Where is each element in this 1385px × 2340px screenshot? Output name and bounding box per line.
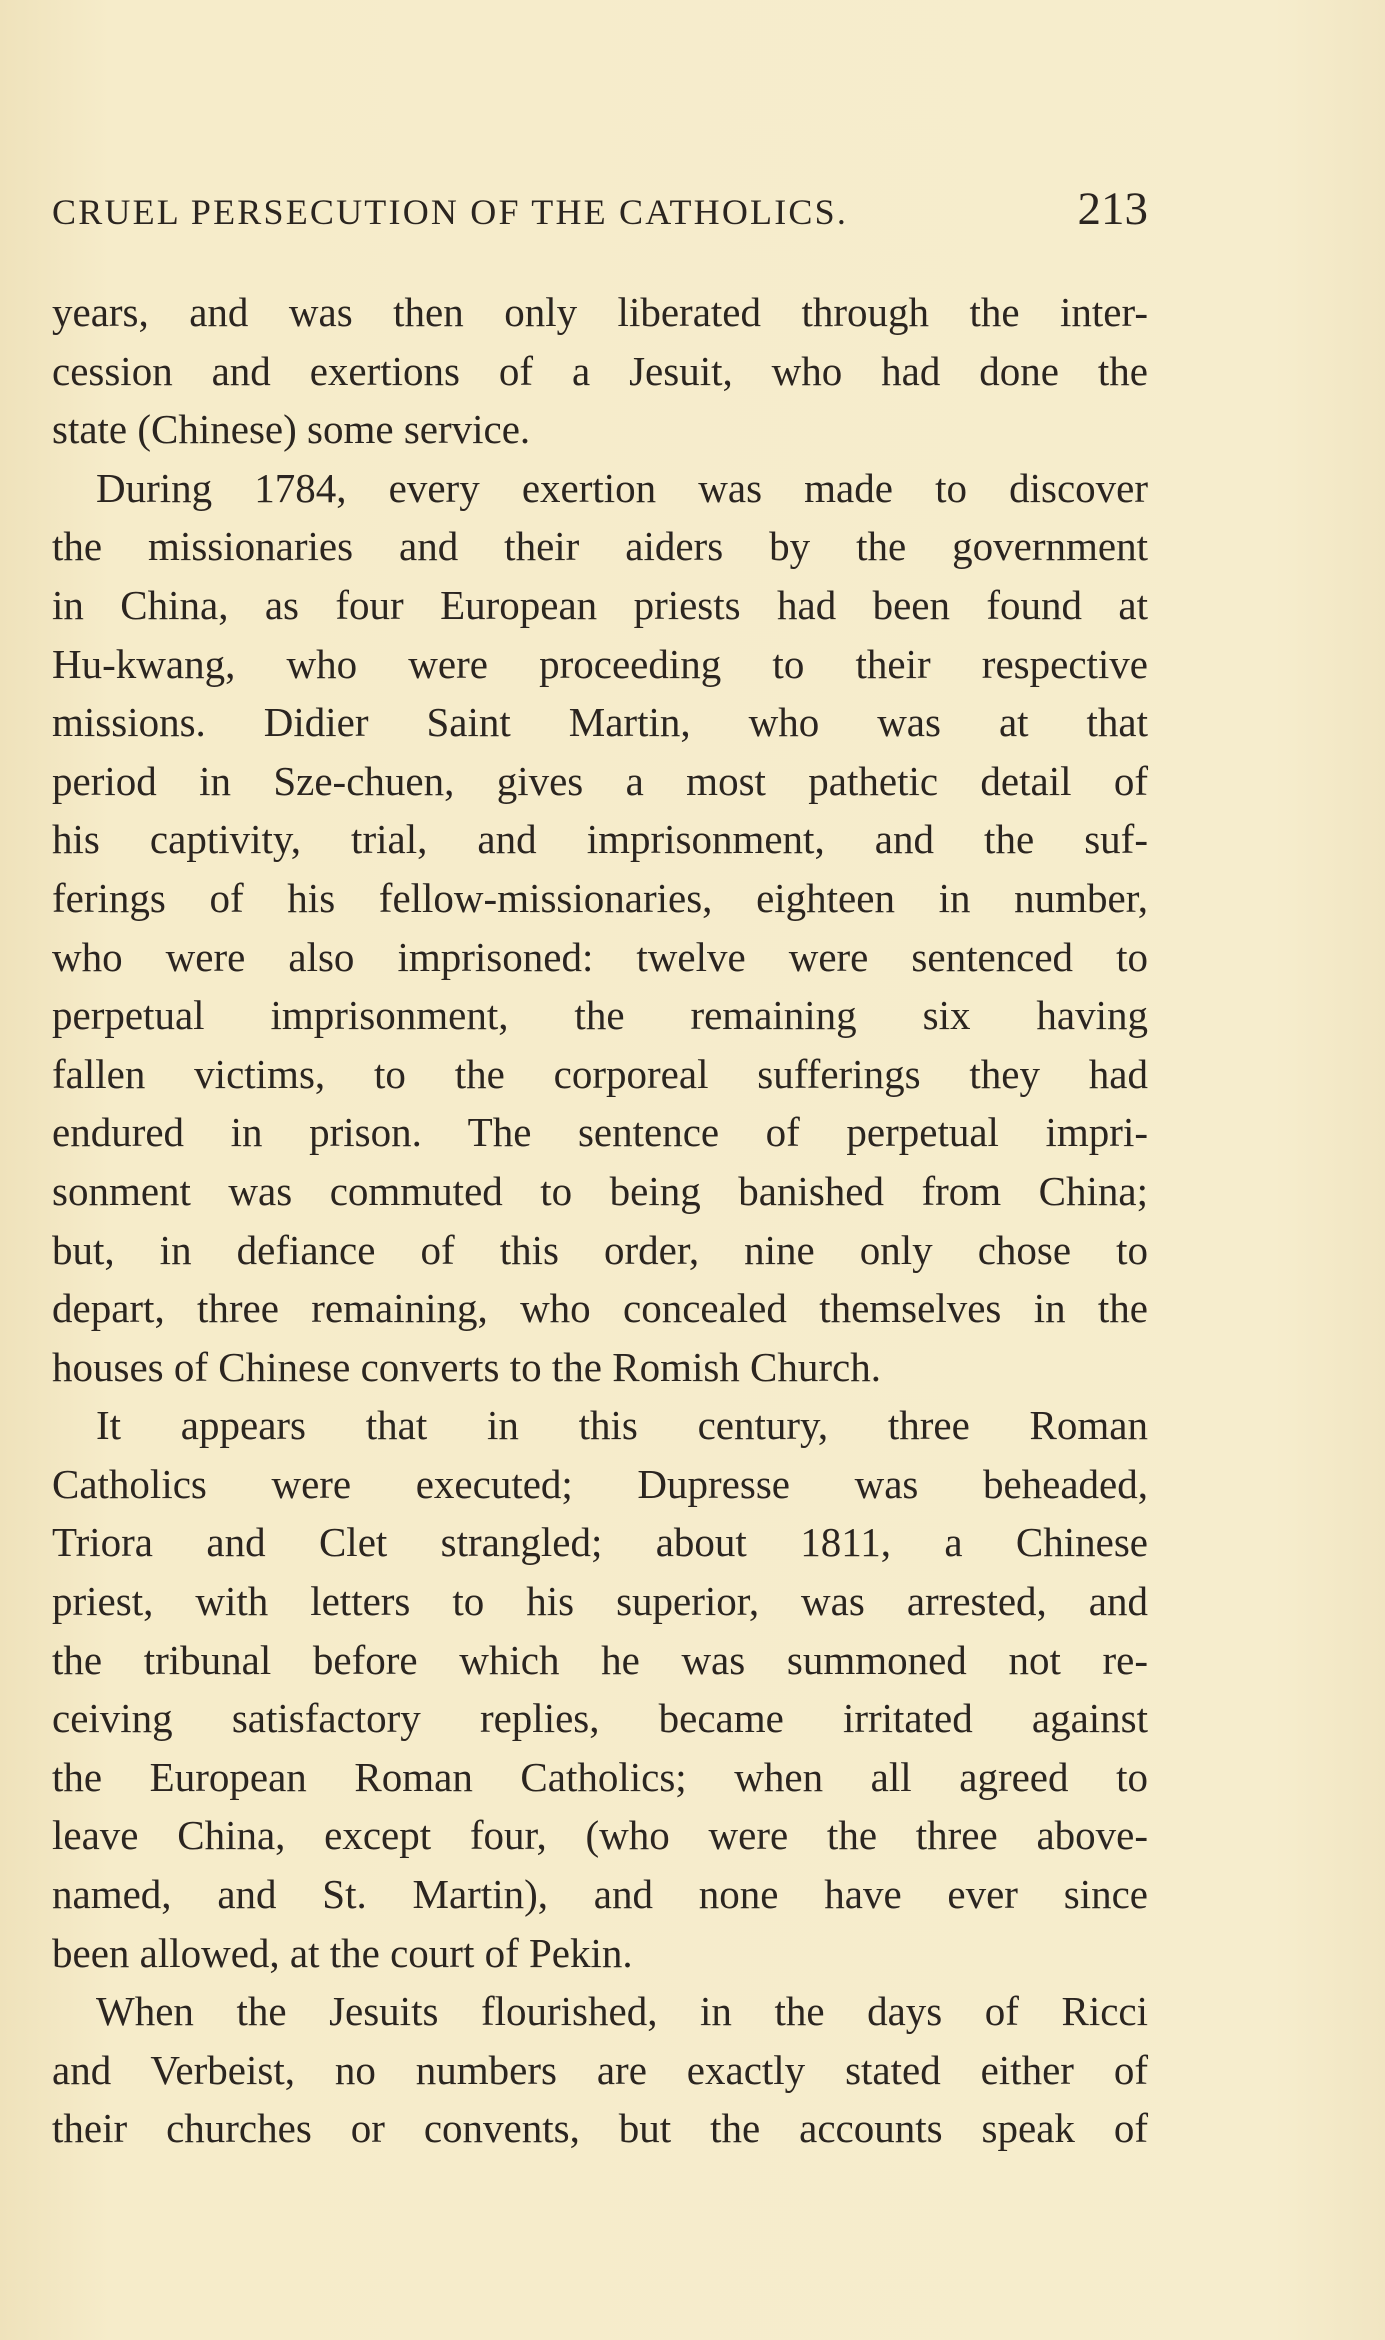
text-line: his captivity, trial, and imprisonment, and the suf-: [52, 816, 1148, 863]
text-line: Hu-kwang, who were proceeding to their respective: [52, 640, 1148, 687]
text-line: been allowed, at the court of Pekin.: [52, 1929, 633, 1976]
paragraph-start-line: When the Jesuits flourished, in the days of Ricci: [96, 1988, 1148, 2035]
text-line: Catholics were executed; Dupresse was beheaded,: [52, 1460, 1148, 1507]
running-head: [52, 182, 1148, 242]
text-line: named, and St. Martin), and none have ever since: [52, 1871, 1148, 1918]
running-title: CRUEL PERSECUTION OF THE CATHOLICS.: [52, 192, 849, 232]
body-text: [52, 283, 1148, 2158]
text-line: ferings of his fellow-missionaries, eighteen in number,: [52, 874, 1148, 921]
text-line: priest, with letters to his superior, was arrested, and: [52, 1578, 1148, 1625]
text-line: Triora and Clet strangled; about 1811, a Chinese: [52, 1519, 1148, 1566]
paragraph-start-line: During 1784, every exertion was made to discover: [96, 464, 1148, 511]
text-line: perpetual imprisonment, the remaining six having: [52, 992, 1148, 1039]
text-line: the European Roman Catholics; when all agreed to: [52, 1753, 1148, 1800]
text-line: state (Chinese) some service.: [52, 406, 531, 453]
text-line: years, and was then only liberated through the inter-: [52, 289, 1148, 335]
text-line: depart, three remaining, who concealed themselves in the: [52, 1285, 1148, 1332]
paragraph-start-line: It appears that in this century, three Roman: [96, 1402, 1148, 1449]
text-line: missions. Didier Saint Martin, who was at that: [52, 699, 1148, 746]
text-line: in China, as four European priests had been found at: [52, 581, 1148, 628]
text-line: sonment was commuted to being banished from China;: [52, 1167, 1148, 1214]
text-line: ceiving satisfactory replies, became irritated against: [52, 1695, 1148, 1742]
text-line: who were also imprisoned: twelve were sentenced to: [52, 933, 1148, 980]
text-line: endured in prison. The sentence of perpetual impri-: [52, 1109, 1148, 1156]
text-line: their churches or convents, but the accounts speak of: [52, 2105, 1148, 2152]
text-line: but, in defiance of this order, nine only chose to: [52, 1226, 1148, 1273]
text-line: houses of Chinese converts to the Romish Church.: [52, 1343, 882, 1390]
text-line: cession and exertions of a Jesuit, who had done the: [52, 347, 1148, 394]
text-line: and Verbeist, no numbers are exactly stated either of: [52, 2046, 1148, 2093]
page-number: 213: [1077, 183, 1148, 235]
text-line: fallen victims, to the corporeal sufferings they had: [52, 1050, 1148, 1097]
text-line: the tribunal before which he was summoned not re-: [52, 1636, 1148, 1683]
text-line: leave China, except four, (who were the three above-: [52, 1812, 1148, 1859]
text-line: the missionaries and their aiders by the government: [52, 523, 1148, 570]
text-line: period in Sze-chuen, gives a most pathetic detail of: [52, 757, 1148, 804]
